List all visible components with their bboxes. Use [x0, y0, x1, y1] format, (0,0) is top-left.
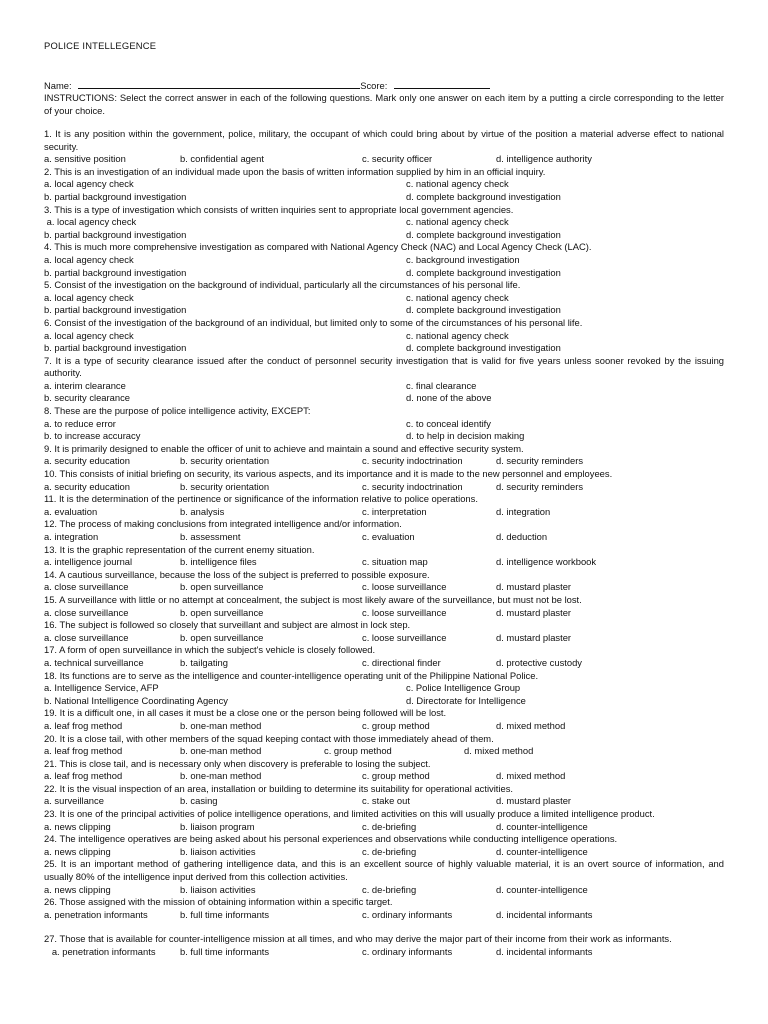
answer-choice[interactable]: d. Directorate for Intelligence: [406, 694, 526, 706]
question-item: [44, 241, 724, 279]
answer-choice[interactable]: a. to reduce error: [44, 417, 116, 429]
name-label: Name:: [44, 80, 72, 91]
question-item: [44, 518, 724, 543]
answer-choice[interactable]: c. security officer: [362, 153, 433, 165]
choice-row: [44, 745, 724, 758]
answer-choice[interactable]: d. counter-intelligence: [496, 845, 588, 857]
answer-choice[interactable]: a. close surveillance: [44, 631, 129, 643]
answer-choice[interactable]: c. national agency check: [406, 178, 509, 190]
answer-choice[interactable]: d. security reminders: [496, 455, 584, 467]
answer-choice[interactable]: a. close surveillance: [44, 606, 129, 618]
choice-row: [44, 720, 724, 733]
answer-choice[interactable]: d. counter-intelligence: [496, 820, 588, 832]
answer-choice[interactable]: d. complete background investigation: [406, 266, 561, 278]
answer-choice[interactable]: d. incidental informants: [496, 946, 593, 957]
choice-row: [44, 418, 724, 431]
answer-choice[interactable]: d. intelligence workbook: [496, 556, 597, 568]
choice-row: [44, 846, 724, 859]
question-text: 2. This is an investigation of an individual made upon the basis of written information supplied by him in an official inquiry.: [44, 165, 546, 177]
question-item: [44, 128, 724, 166]
question-item: [44, 619, 724, 644]
question-text: 21. This is close tail, and is necessary only when discovery is preferable to losing the subject.: [44, 757, 431, 769]
answer-choice[interactable]: c. loose surveillance: [362, 581, 447, 593]
answer-choice[interactable]: c. loose surveillance: [362, 631, 447, 643]
answer-choice[interactable]: d. intelligence authority: [496, 153, 592, 165]
answer-choice[interactable]: a. leaf frog method: [44, 719, 123, 731]
answer-choice[interactable]: c. security indoctrination: [362, 455, 463, 467]
answer-choice[interactable]: c. ordinary informants: [362, 946, 453, 957]
question-item: [44, 783, 724, 808]
answer-choice[interactable]: b. liaison activities: [180, 883, 256, 895]
answer-choice[interactable]: a. news clipping: [44, 820, 111, 832]
answer-choice[interactable]: d. mixed method: [464, 745, 534, 757]
question-item: [44, 758, 724, 783]
answer-choice[interactable]: b. assessment: [180, 531, 241, 542]
choice-row: [44, 342, 724, 355]
question-item: [44, 279, 724, 317]
choice-row: [44, 607, 724, 620]
question-text: 16. The subject is followed so closely that surveillant and subject are almost in lock step.: [44, 619, 411, 631]
question-text: 22. It is the visual inspection of an area, installation or building to determine its suitability for operational activities.: [44, 782, 514, 794]
answer-choice[interactable]: d. mixed method: [496, 719, 566, 731]
choice-row: [44, 481, 724, 494]
question-item: [44, 443, 724, 468]
answer-choice[interactable]: b. security clearance: [44, 392, 130, 404]
question-item: [44, 468, 724, 493]
choice-row: [44, 581, 724, 594]
choice-row: [44, 556, 724, 569]
choice-row: [44, 770, 724, 783]
answer-choice[interactable]: c. de-briefing: [362, 883, 417, 895]
answer-choice[interactable]: a. local agency check: [44, 178, 134, 190]
page-title: POLICE INTELLEGENCE: [44, 40, 157, 51]
score-blank[interactable]: [394, 79, 490, 89]
answer-choice[interactable]: b. liaison activities: [180, 845, 256, 857]
score-label: Score:: [360, 80, 388, 91]
choice-row: [44, 392, 724, 405]
answer-choice[interactable]: d. mustard plaster: [496, 631, 572, 643]
answer-choice[interactable]: a. local agency check: [44, 216, 137, 228]
answer-choice[interactable]: b. one-man method: [180, 719, 262, 731]
answer-choice[interactable]: a. technical surveillance: [44, 656, 144, 668]
answer-choice[interactable]: b. partial background investigation: [44, 266, 187, 278]
question-text: 4. This is much more comprehensive investigation as compared with National Agency Check (NAC) and Local Agency Check (LAC).: [44, 241, 592, 253]
answer-choice[interactable]: d. mustard plaster: [496, 606, 572, 618]
answer-choice[interactable]: a. sensitive position: [44, 153, 126, 165]
answer-choice[interactable]: b. security orientation: [180, 480, 270, 492]
name-blank[interactable]: [78, 79, 360, 89]
answer-choice[interactable]: c. national agency check: [406, 291, 509, 303]
answer-choice[interactable]: a. penetration informants: [44, 908, 148, 920]
answer-choice[interactable]: b. to increase accuracy: [44, 430, 141, 442]
question-text: 11. It is the determination of the pertinence or significance of the information relative to police operations.: [44, 493, 478, 505]
answer-choice[interactable]: b. tailgating: [180, 656, 228, 668]
question-text: 23. It is one of the principal activities of police intelligence operations, and limited activities on this will usually produce a limited intelligence product.: [44, 808, 655, 820]
question-item: [44, 833, 724, 858]
question-text: 7. It is a type of security clearance issued after the conduct of personnel security investigation that is valid for five years unless sooner revoked by the issuing authority.: [44, 354, 724, 379]
question-text: 5. Consist of the investigation on the background of individual, particularly all the circumstances of his personal life.: [44, 279, 521, 291]
answer-choice[interactable]: b. full time informants: [180, 908, 270, 920]
answer-choice[interactable]: a. news clipping: [44, 845, 111, 857]
choice-row: [44, 909, 724, 922]
answer-choice[interactable]: a. local agency check: [44, 291, 134, 303]
answer-choice[interactable]: c. de-briefing: [362, 820, 417, 832]
question-item: [44, 166, 724, 204]
choice-row: [44, 506, 724, 519]
choice-row: [44, 292, 724, 305]
answer-choice[interactable]: b. partial background investigation: [44, 190, 187, 202]
answer-choice[interactable]: a. interim clearance: [44, 379, 126, 391]
answer-choice[interactable]: d. integration: [496, 505, 551, 517]
question-item: [44, 733, 724, 758]
answer-choice[interactable]: b. analysis: [180, 505, 225, 517]
question-item: [44, 670, 724, 708]
question-text: 10. This consists of initial briefing on security, its various aspects, and its importance and it is made to the new personnel and employees.: [44, 468, 613, 480]
choice-row: [44, 632, 724, 645]
answer-choice[interactable]: d. security reminders: [496, 480, 584, 492]
answer-choice[interactable]: d. mustard plaster: [496, 795, 572, 807]
choice-row: [44, 884, 724, 897]
question-text: 3. This is a type of investigation which consists of written inquiries sent to appropriate local government agencies.: [44, 203, 514, 215]
choice-row: [44, 531, 724, 544]
answer-choice[interactable]: b. partial background investigation: [44, 304, 187, 316]
question-item: [44, 405, 724, 443]
choice-row: [44, 682, 724, 695]
answer-choice[interactable]: d. to help in decision making: [406, 430, 525, 442]
answer-choice[interactable]: c. security indoctrination: [362, 480, 463, 492]
question-text: 8. These are the purpose of police intelligence activity, EXCEPT:: [44, 405, 311, 417]
question-text: 25. It is an important method of gathering intelligence data, and this is an excellent source of highly valuable material, it is an overt source of information, and usually 80% of the intelligence input derived from this collection activities.: [44, 858, 724, 883]
choice-row: [44, 216, 724, 229]
answer-choice[interactable]: a. security education: [44, 455, 130, 467]
answer-choice[interactable]: d. mustard plaster: [496, 581, 572, 593]
question-text: 26. Those assigned with the mission of obtaining information within a specific target.: [44, 896, 393, 908]
answer-choice[interactable]: b. liaison program: [180, 820, 255, 832]
answer-choice[interactable]: c. interpretation: [362, 505, 427, 517]
question-text: 18. Its functions are to serve as the intelligence and counter-intelligence operating unit of the Philippine National Police.: [44, 669, 539, 681]
choice-row: [44, 430, 724, 443]
answer-choice[interactable]: a. security education: [44, 480, 130, 492]
question-text: 27. Those that is available for counter-intelligence mission at all times, and who may derive the major part of their income from their work as informants.: [44, 933, 672, 945]
question-item: [44, 204, 724, 242]
answer-choice[interactable]: d. complete background investigation: [406, 342, 561, 354]
name-score-line: [44, 79, 490, 93]
answer-choice[interactable]: c. national agency check: [406, 216, 509, 228]
answer-choice[interactable]: c. national agency check: [406, 329, 509, 341]
answer-choice[interactable]: b. open surveillance: [180, 581, 264, 593]
question-text: 15. A surveillance with little or no attempt at concealment, the subject is most likely aware of the surveillance, but must not be lost.: [44, 593, 582, 605]
answer-choice[interactable]: b. open surveillance: [180, 606, 264, 618]
question-item: [44, 933, 724, 958]
choice-row: [44, 267, 724, 280]
answer-choice[interactable]: d. deduction: [496, 531, 548, 542]
answer-choice[interactable]: a. evaluation: [44, 505, 98, 517]
answer-choice[interactable]: c. evaluation: [362, 531, 415, 542]
choice-row: [44, 455, 724, 468]
instructions: INSTRUCTIONS: Select the correct answer in each of the following questions. Mark only one answer on each item by a putting a circle corresponding to the letter of your choice.: [44, 92, 724, 116]
choice-row: [44, 821, 724, 834]
choice-row: [44, 191, 724, 204]
answer-choice[interactable]: a. close surveillance: [44, 581, 129, 593]
answer-choice[interactable]: b. National Intelligence Coordinating Agency: [44, 694, 228, 706]
question-item: [44, 707, 724, 732]
question-list: [44, 128, 724, 959]
question-text: 12. The process of making conclusions from integrated intelligence and/or information.: [44, 518, 402, 530]
answer-choice[interactable]: d. complete background investigation: [406, 190, 561, 202]
answer-choice[interactable]: c. directional finder: [362, 656, 441, 668]
question-item: [44, 808, 724, 833]
answer-choice[interactable]: d. complete background investigation: [406, 228, 561, 240]
choice-row: [44, 695, 724, 708]
question-item: [44, 896, 724, 921]
answer-choice[interactable]: d. counter-intelligence: [496, 883, 588, 895]
question-text: 1. It is any position within the government, police, military, the occupant of which could bring about by virtue of the position a material adverse effect to national security.: [44, 128, 724, 152]
answer-choice[interactable]: d. mixed method: [496, 770, 566, 782]
choice-row: [44, 380, 724, 393]
answer-choice[interactable]: a. local agency check: [44, 329, 134, 341]
question-item: [44, 493, 724, 518]
question-item: [44, 644, 724, 669]
question-item: [44, 544, 724, 569]
answer-choice[interactable]: b. full time informants: [180, 946, 270, 957]
choice-row: [44, 795, 724, 808]
question-text: 20. It is a close tail, with other members of the squad keeping contact with those immediately ahead of them.: [44, 732, 494, 744]
answer-choice[interactable]: c. loose surveillance: [362, 606, 447, 618]
answer-choice[interactable]: c. Police Intelligence Group: [406, 682, 521, 694]
answer-choice[interactable]: a. Intelligence Service, AFP: [44, 682, 159, 694]
question-item: [44, 355, 724, 405]
answer-choice[interactable]: c. group method: [362, 719, 430, 731]
answer-choice[interactable]: a. integration: [44, 531, 99, 542]
answer-choice[interactable]: a. local agency check: [44, 253, 134, 265]
question-text: 14. A cautious surveillance, because the loss of the subject is preferred to possible exposure.: [44, 568, 430, 580]
answer-choice[interactable]: d. complete background investigation: [406, 304, 561, 316]
question-text: 24. The intelligence operatives are being asked about his personal experiences and observations while conducting intelligence operations.: [44, 833, 618, 845]
answer-choice[interactable]: b. casing: [180, 795, 218, 807]
choice-row: [44, 153, 724, 166]
answer-choice[interactable]: d. protective custody: [496, 656, 582, 668]
choice-row: [44, 229, 724, 242]
answer-choice[interactable]: a. intelligence journal: [44, 556, 133, 568]
question-item: [44, 317, 724, 355]
answer-choice[interactable]: b. security orientation: [180, 455, 270, 467]
answer-choice[interactable]: d. none of the above: [406, 392, 492, 404]
question-text: 9. It is primarily designed to enable the officer of unit to achieve and maintain a sound and effective security system.: [44, 442, 524, 454]
answer-choice[interactable]: b. confidential agent: [180, 153, 264, 165]
answer-choice[interactable]: c. group method: [324, 745, 392, 757]
answer-choice[interactable]: b. partial background investigation: [44, 342, 187, 354]
choice-row: [44, 178, 724, 191]
question-text: 17. A form of open surveillance in which the subject's vehicle is closely followed.: [44, 644, 376, 656]
answer-choice[interactable]: a. leaf frog method: [44, 745, 123, 757]
question-text: 19. It is a difficult one, in all cases it must be a close one or the person being followed will be lost.: [44, 707, 447, 719]
answer-choice[interactable]: a. leaf frog method: [44, 770, 123, 782]
question-text: 13. It is the graphic representation of the current enemy situation.: [44, 543, 315, 555]
answer-choice[interactable]: c. background investigation: [406, 253, 520, 265]
choice-row: [44, 946, 724, 959]
question-text: 6. Consist of the investigation of the background of an individual, but limited only to some of the circumstances of his personal life.: [44, 316, 583, 328]
choice-row: [44, 657, 724, 670]
answer-choice[interactable]: c. final clearance: [406, 379, 477, 391]
question-item: [44, 569, 724, 594]
answer-choice[interactable]: c. situation map: [362, 556, 428, 568]
answer-choice[interactable]: c. stake out: [362, 795, 410, 807]
answer-choice[interactable]: c. group method: [362, 770, 430, 782]
answer-choice[interactable]: b. open surveillance: [180, 631, 264, 643]
answer-choice[interactable]: c. de-briefing: [362, 845, 417, 857]
answer-choice[interactable]: a. penetration informants: [44, 946, 156, 957]
question-item: [44, 858, 724, 896]
answer-choice[interactable]: b. one-man method: [180, 745, 262, 757]
choice-row: [44, 254, 724, 267]
answer-choice[interactable]: b. one-man method: [180, 770, 262, 782]
choice-row: [44, 330, 724, 343]
answer-choice[interactable]: c. to conceal identify: [406, 417, 491, 429]
answer-choice[interactable]: b. partial background investigation: [44, 228, 187, 240]
answer-choice[interactable]: d. incidental informants: [496, 908, 593, 920]
question-item: [44, 594, 724, 619]
choice-row: [44, 304, 724, 317]
answer-choice[interactable]: a. news clipping: [44, 883, 111, 895]
answer-choice[interactable]: a. surveillance: [44, 795, 104, 807]
answer-choice[interactable]: c. ordinary informants: [362, 908, 453, 920]
answer-choice[interactable]: b. intelligence files: [180, 556, 257, 568]
